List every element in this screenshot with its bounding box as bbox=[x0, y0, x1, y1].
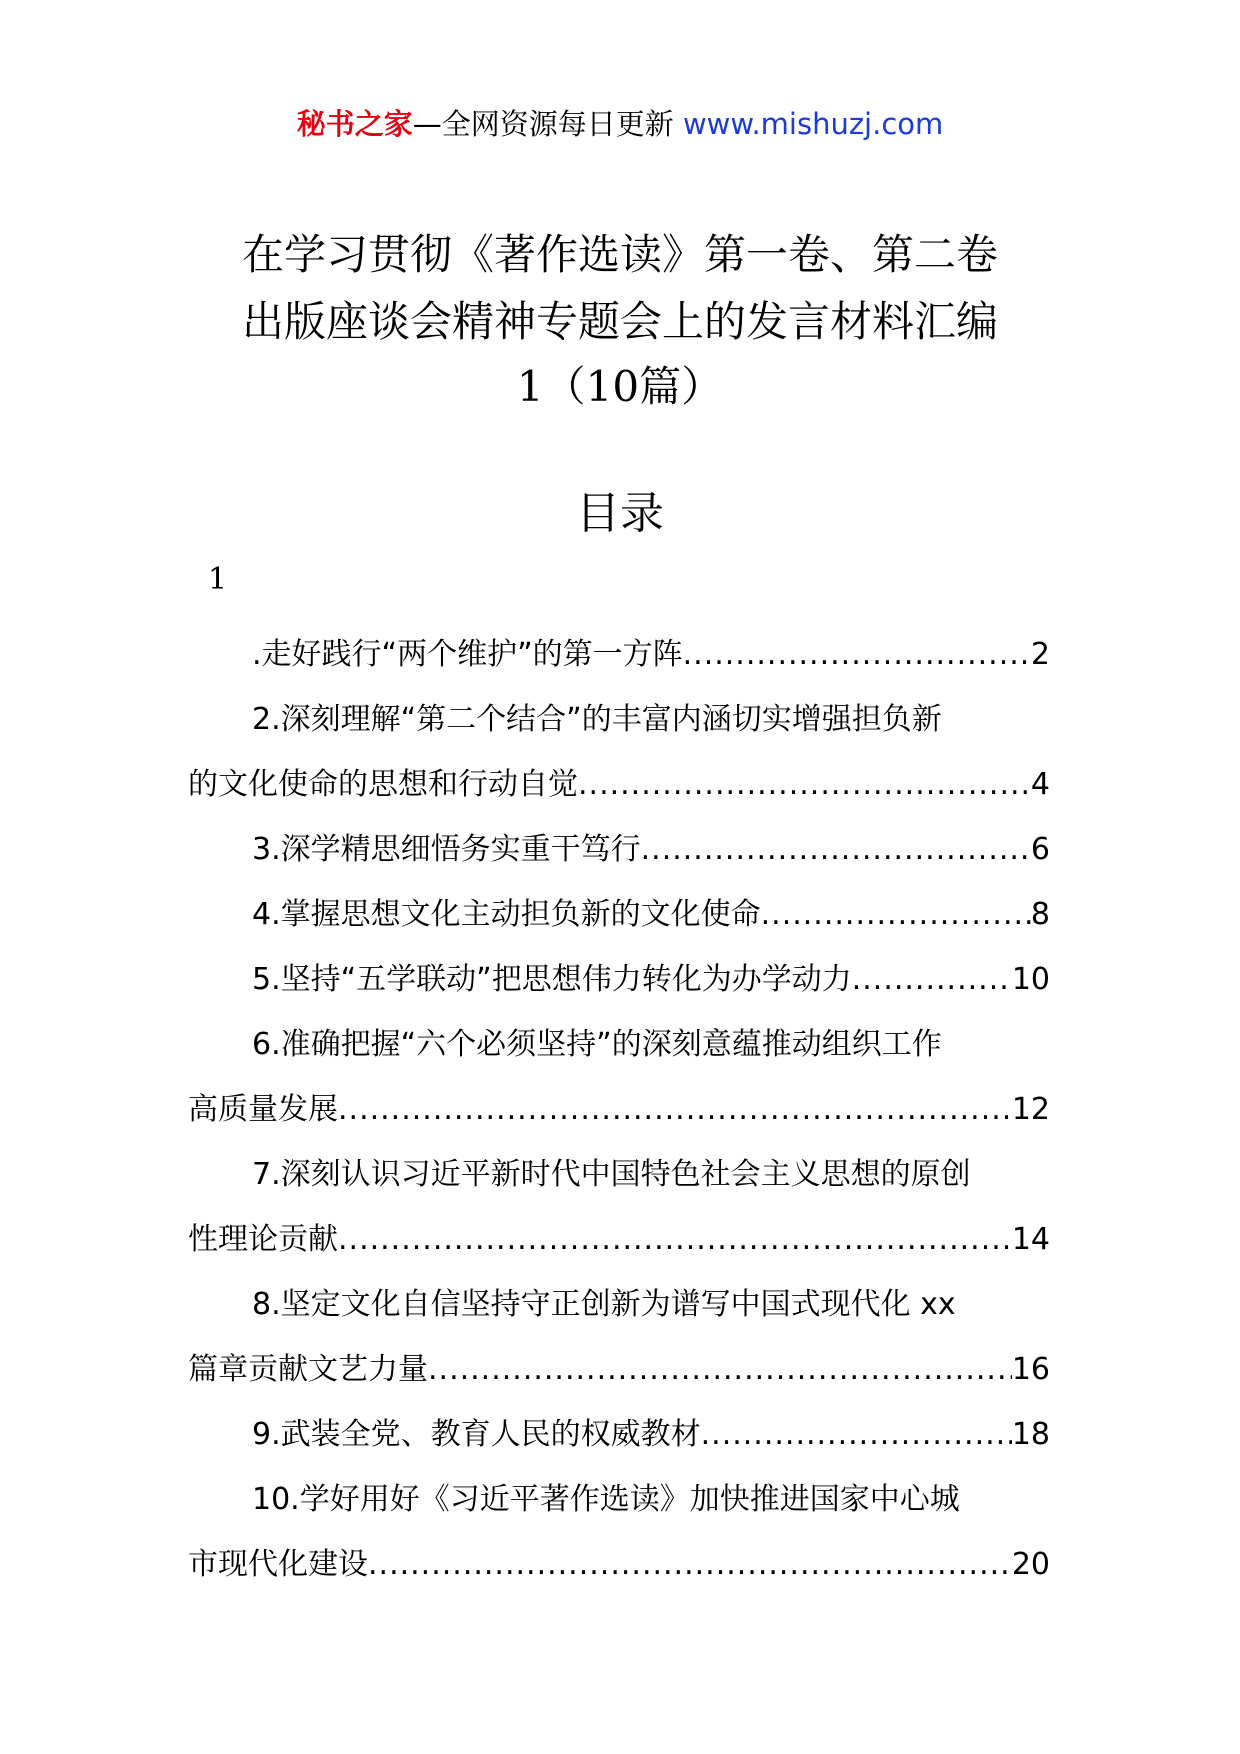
toc-leader-dots bbox=[761, 882, 1031, 947]
toc-entry-text: 5.坚持“五学联动”把思想伟力转化为办学动力 bbox=[252, 962, 852, 997]
toc-entry-line bbox=[188, 1402, 1050, 1467]
toc-leader-dots bbox=[338, 1207, 1012, 1272]
brand-slogan: —全网资源每日更新 bbox=[412, 107, 674, 141]
toc-entry-text: 8.坚定文化自信坚持守正创新为谱写中国式现代化 xx bbox=[252, 1287, 956, 1322]
toc-leader-dots bbox=[428, 1337, 1012, 1402]
toc-entry-line bbox=[188, 1532, 1050, 1597]
toc-leader-dots bbox=[641, 817, 1031, 882]
toc-page-number: 8 bbox=[1030, 897, 1050, 932]
toc-leader-dots bbox=[701, 1402, 1012, 1467]
toc-entry-line bbox=[188, 1077, 1050, 1142]
toc-entry[interactable] bbox=[188, 1272, 1050, 1402]
toc-entry[interactable] bbox=[188, 1467, 1050, 1597]
table-of-contents bbox=[188, 622, 1050, 1597]
toc-page-number: 16 bbox=[1011, 1352, 1050, 1387]
toc-entry-text: 性理论贡献 bbox=[188, 1222, 338, 1257]
toc-entry-text: .走好践行“两个维护”的第一方阵 bbox=[252, 637, 683, 672]
toc-entry-text: 的文化使命的思想和行动自觉 bbox=[188, 767, 578, 802]
toc-entry-text: 4.掌握思想文化主动担负新的文化使命 bbox=[252, 897, 761, 932]
brand-name: 秘书之家 bbox=[296, 107, 413, 141]
toc-entry[interactable] bbox=[188, 1402, 1050, 1467]
toc-index-number: 1 bbox=[208, 562, 228, 597]
toc-leader-dots bbox=[852, 947, 1012, 1012]
toc-page-number: 2 bbox=[1030, 637, 1050, 672]
toc-entry-text: 高质量发展 bbox=[188, 1092, 338, 1127]
toc-entry[interactable] bbox=[188, 1142, 1050, 1272]
toc-entry-text: 3.深学精思细悟务实重干笃行 bbox=[252, 832, 641, 867]
toc-entry-line bbox=[188, 817, 1050, 882]
toc-entry-line bbox=[188, 1467, 1050, 1532]
toc-entry-text: 市现代化建设 bbox=[188, 1547, 368, 1582]
toc-entry-line bbox=[188, 1142, 1050, 1207]
toc-entry-line bbox=[188, 1337, 1050, 1402]
toc-entry[interactable] bbox=[188, 622, 1050, 687]
toc-page-number: 12 bbox=[1011, 1092, 1050, 1127]
document-title-line-1: 在学习贯彻《著作选读》第一卷、第二卷 bbox=[241, 230, 998, 279]
toc-leader-dots bbox=[683, 622, 1031, 687]
toc-heading: 目录 bbox=[576, 488, 664, 539]
toc-entry-text: 6.准确把握“六个必须坚持”的深刻意蕴推动组织工作 bbox=[252, 1027, 942, 1062]
toc-entry[interactable] bbox=[188, 882, 1050, 947]
site-header bbox=[0, 98, 1240, 150]
site-url-link[interactable]: www.mishuzj.com bbox=[682, 107, 944, 141]
toc-page-number: 6 bbox=[1030, 832, 1050, 867]
toc-entry-line bbox=[188, 947, 1050, 1012]
document-title-line-3: 1（10篇） bbox=[516, 362, 724, 411]
toc-entry-line bbox=[188, 687, 1050, 752]
toc-entry-line bbox=[188, 752, 1050, 817]
toc-entry[interactable] bbox=[188, 817, 1050, 882]
toc-page-number: 10 bbox=[1011, 962, 1050, 997]
toc-entry-text: 篇章贡献文艺力量 bbox=[188, 1352, 428, 1387]
toc-entry-text: 9.武装全党、教育人民的权威教材 bbox=[252, 1417, 701, 1452]
toc-entry[interactable] bbox=[188, 947, 1050, 1012]
toc-entry-line bbox=[188, 1012, 1050, 1077]
toc-entry-text: 2.深刻理解“第二个结合”的丰富内涵切实增强担负新 bbox=[252, 702, 942, 737]
toc-page-number: 18 bbox=[1011, 1417, 1050, 1452]
toc-entry-line bbox=[188, 622, 1050, 687]
document-title-line-2: 出版座谈会精神专题会上的发言材料汇编 bbox=[241, 297, 998, 346]
toc-leader-dots bbox=[368, 1532, 1012, 1597]
toc-entry-text: 10.学好用好《习近平著作选读》加快推进国家中心城 bbox=[252, 1482, 960, 1517]
toc-leader-dots bbox=[338, 1077, 1012, 1142]
toc-entry-line bbox=[188, 1207, 1050, 1272]
toc-entry-line bbox=[188, 1272, 1050, 1337]
toc-page-number: 4 bbox=[1030, 767, 1050, 802]
toc-page-number: 14 bbox=[1011, 1222, 1050, 1257]
toc-entry-line bbox=[188, 882, 1050, 947]
toc-entry-text: 7.深刻认识习近平新时代中国特色社会主义思想的原创 bbox=[252, 1157, 971, 1192]
toc-page-number: 20 bbox=[1011, 1547, 1050, 1582]
toc-entry[interactable] bbox=[188, 1012, 1050, 1142]
toc-leader-dots bbox=[578, 752, 1031, 817]
toc-entry[interactable] bbox=[188, 687, 1050, 817]
